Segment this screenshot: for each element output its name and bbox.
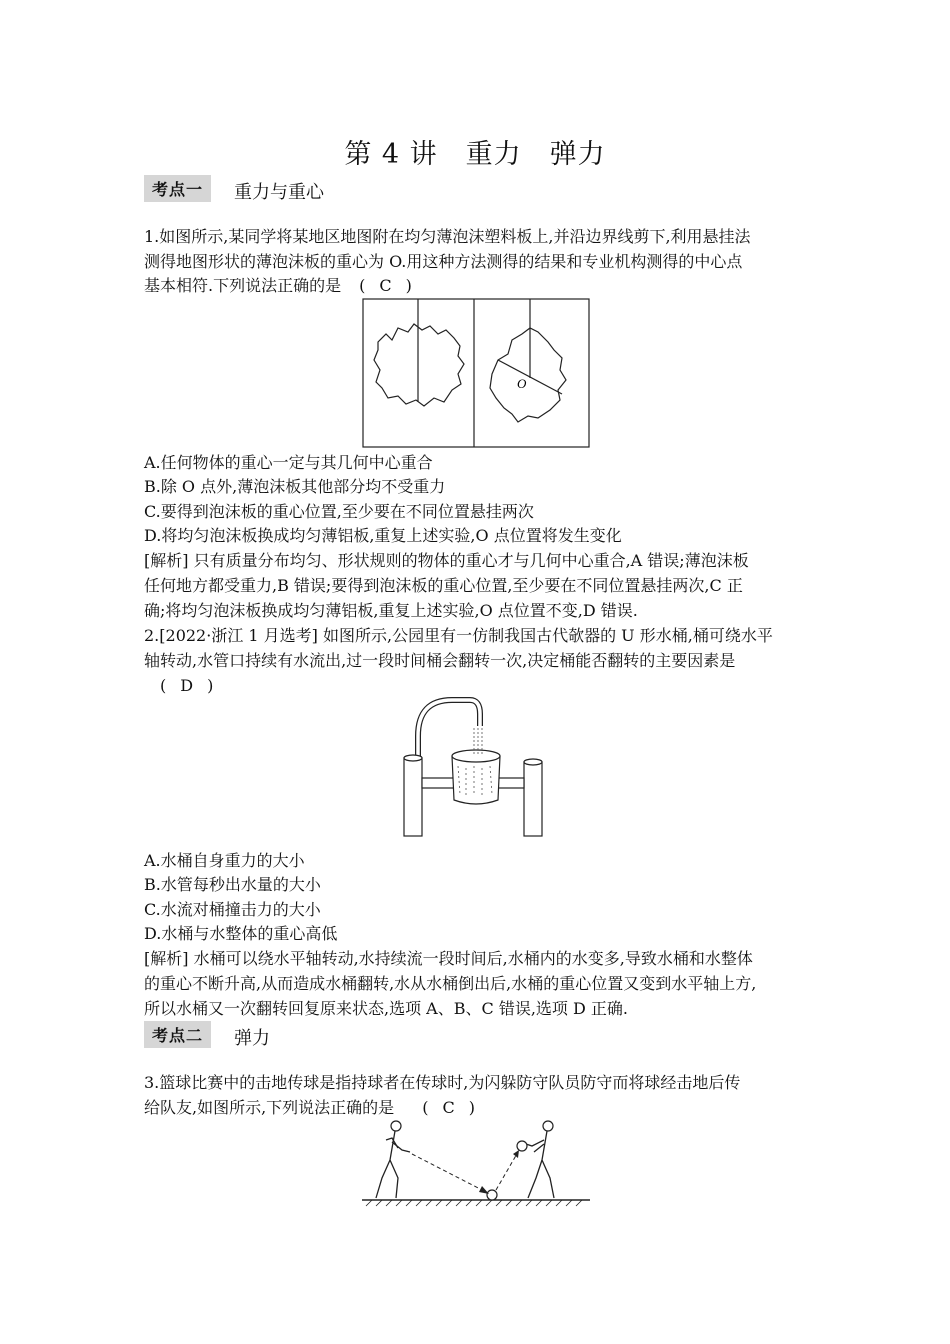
q1-answer-bracket: ( C ) xyxy=(359,276,412,295)
q3-answer-bracket: ( C ) xyxy=(422,1098,475,1117)
q1-analysis-1: [解析] 只有质量分布均匀、形状规则的物体的重心才与几何中心重合,A 错误;薄泡沫板 xyxy=(144,551,749,570)
q2-analysis-3: 所以水桶又一次翻转回复原来状态,选项 A、B、C 错误,选项 D 正确. xyxy=(144,999,628,1018)
q1-option-a: A.任何物体的重心一定与其几何中心重合 xyxy=(144,453,433,472)
q2-analysis-2: 的重心不断升高,从而造成水桶翻转,水从水桶倒出后,水桶的重心位置又变到水平轴上方, xyxy=(144,974,757,993)
q1-map-figure xyxy=(362,298,590,448)
q2-option-b: B.水管每秒出水量的大小 xyxy=(144,875,321,894)
q2-option-d: D.水桶与水整体的重心高低 xyxy=(144,924,338,943)
q3-line1: 3.篮球比赛中的击地传球是指持球者在传球时,为闪躲防守队员防守而将球经击地后传 xyxy=(144,1073,741,1092)
q1-stem-end: 基本相符.下列说法正确的是 xyxy=(144,276,342,295)
section2-badge: 考点二 xyxy=(144,1021,211,1048)
q2-bucket-figure xyxy=(400,696,550,838)
q1-option-c: C.要得到泡沫板的重心位置,至少要在不同位置悬挂两次 xyxy=(144,502,534,521)
q1-answer: C xyxy=(379,276,392,295)
q2-line1: 2.[2022·浙江 1 月选考] 如图所示,公园里有一仿制我国古代欹器的 U 形水桶,桶可绕水平 xyxy=(144,626,773,645)
page-title xyxy=(0,132,950,171)
q1-analysis-2: 任何地方都受重力,B 错误;要得到泡沫板的重心位置,至少要在不同位置悬挂两次,C 正 xyxy=(144,576,743,595)
q1-analysis-3: 确;将均匀泡沫板换成均匀薄铝板,重复上述实验,O 点位置不变,D 错误. xyxy=(144,601,638,620)
q2-answer: D xyxy=(180,676,194,695)
q3-stem-end: 给队友,如图所示,下列说法正确的是 xyxy=(144,1098,395,1117)
q3-basketball-figure xyxy=(362,1116,590,1208)
q1-line1: 1.如图所示,某同学将某地区地图附在均匀薄泡沫塑料板上,并沿边界线剪下,利用悬挂法 xyxy=(144,227,751,246)
q1-line3 xyxy=(144,274,412,298)
section1-badge: 考点一 xyxy=(144,175,211,202)
q2-option-a: A.水桶自身重力的大小 xyxy=(144,851,305,870)
q1-line2: 测得地图形状的薄泡沫板的重心为 O.用这种方法测得的结果和专业机构测得的中心点 xyxy=(144,252,743,271)
q2-line2: 轴转动,水管口持续有水流出,过一段时间桶会翻转一次,决定桶能否翻转的主要因素是 xyxy=(144,651,736,670)
title-topic-1: 重力 xyxy=(465,139,522,170)
q2-answer-bracket: ( D ) xyxy=(160,676,214,695)
q1-option-d: D.将均匀泡沫板换成均匀薄铝板,重复上述实验,O 点位置将发生变化 xyxy=(144,526,622,545)
section2-title: 弹力 xyxy=(234,1028,270,1049)
q2-analysis-1: [解析] 水桶可以绕水平轴转动,水持续流一段时间后,水桶内的水变多,导致水桶和水整体 xyxy=(144,949,753,968)
q3-answer: C xyxy=(442,1098,455,1117)
q1-figure-label: O xyxy=(517,376,527,391)
q2-option-c: C.水流对桶撞击力的大小 xyxy=(144,900,321,919)
lecture-number: 第 4 讲 xyxy=(344,139,438,170)
section1-title: 重力与重心 xyxy=(234,182,324,203)
q1-option-b: B.除 O 点外,薄泡沫板其他部分均不受重力 xyxy=(144,477,446,496)
title-topic-2: 弹力 xyxy=(549,139,606,170)
